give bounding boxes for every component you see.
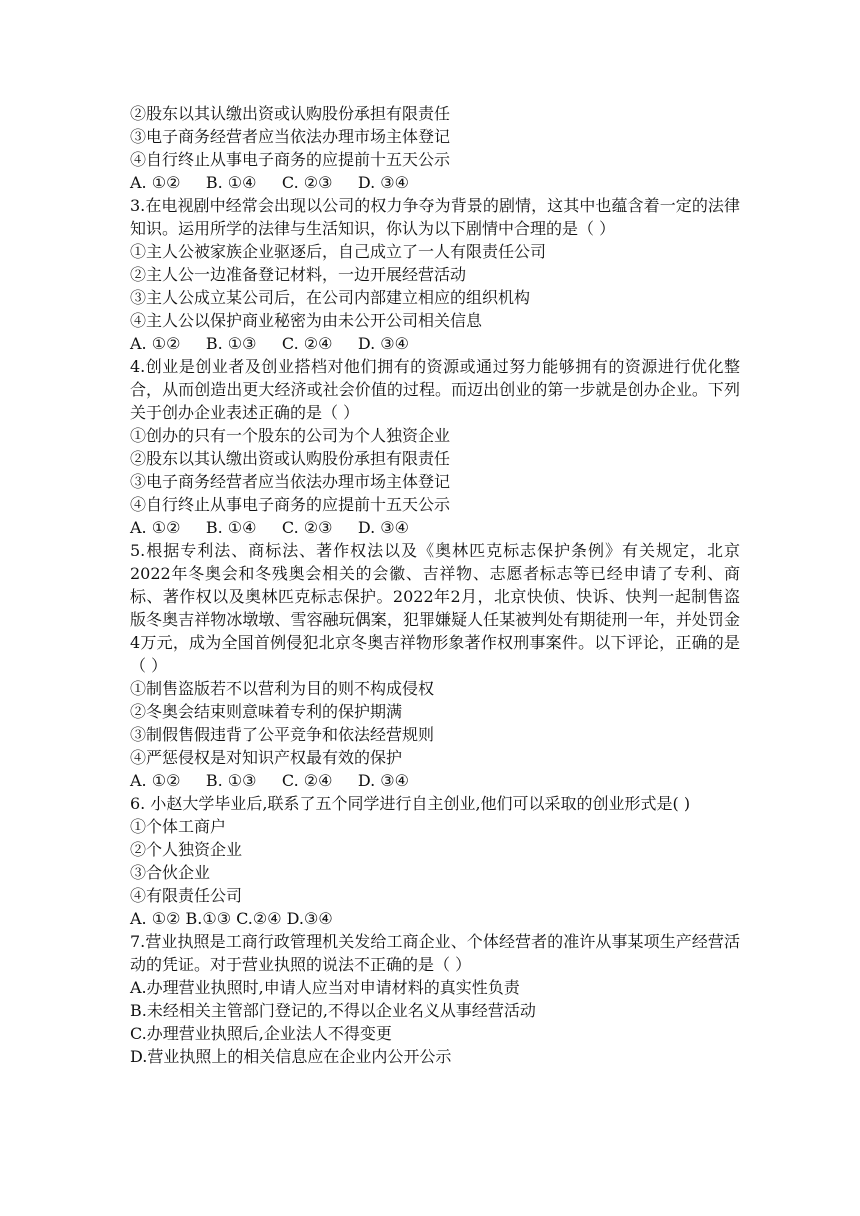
option-5-1: ①制售盗版若不以营利为目的则不构成侵权 xyxy=(130,679,435,698)
option-7-b: B.未经相关主管部门登记的,不得以企业名义从事经营活动 xyxy=(130,1001,536,1020)
question-3 xyxy=(130,194,740,355)
answer-choices-6: A. ①② B.①③ C.②④ D.③④ xyxy=(130,909,333,928)
option-6-4: ④有限责任公司 xyxy=(130,886,243,905)
option-6-2: ②个人独资企业 xyxy=(130,840,243,859)
answer-choices-4: A. ①② B. ①④ C. ②③ D. ③④ xyxy=(130,518,409,537)
question-4 xyxy=(130,355,740,539)
document-page xyxy=(130,102,740,1068)
question-5 xyxy=(130,539,740,792)
option-3-4: ④主人公以保护商业秘密为由未公开公司相关信息 xyxy=(130,311,483,330)
question-2-tail xyxy=(130,102,740,194)
option-3-2: ②主人公一边准备登记材料，一边开展经营活动 xyxy=(130,265,467,284)
option-4-1: ①创办的只有一个股东的公司为个人独资企业 xyxy=(130,426,451,445)
question-5-stem: 5.根据专利法、商标法、著作权法以及《奥林匹克标志保护条例》有关规定，北京2022年冬奥会和冬残奥会相关的会徽、吉祥物、志愿者标志等已经申请了专利、商标、著作权以及奥林匹克标志保护。2022年2月，北京快侦、快诉、快判一起制售盗版冬奥吉祥物冰墩墩、雪容融玩偶案，犯罪嫌疑人任某被判处有期徒刑一年，并处罚金4万元，成为全国首例侵犯北京冬奥吉祥物形象著作权刑事案件。以下评论，正确的是（ ） xyxy=(130,541,740,675)
option-7-c: C.办理营业执照后,企业法人不得变更 xyxy=(130,1024,392,1043)
question-3-stem: 3.在电视剧中经常会出现以公司的权力争夺为背景的剧情，这其中也蕴含着一定的法律知识。运用所学的法律与生活知识，你认为以下剧情中合理的是（ ） xyxy=(130,196,740,238)
option-4-4: ④自行终止从事电子商务的应提前十五天公示 xyxy=(130,495,451,514)
question-6 xyxy=(130,792,740,930)
option-5-3: ③制假售假违背了公平竞争和依法经营规则 xyxy=(130,725,435,744)
option-5-4: ④严惩侵权是对知识产权最有效的保护 xyxy=(130,748,403,767)
option-4-2: ②股东以其认缴出资或认购股份承担有限责任 xyxy=(130,449,451,468)
option-4-3: ③电子商务经营者应当依法办理市场主体登记 xyxy=(130,472,451,491)
option-5-2: ②冬奥会结束则意味着专利的保护期满 xyxy=(130,702,403,721)
option-6-3: ③合伙企业 xyxy=(130,863,211,882)
option-3-3: ③主人公成立某公司后，在公司内部建立相应的组织机构 xyxy=(130,288,531,307)
answer-choices-2: A. ①② B. ①④ C. ②③ D. ③④ xyxy=(130,173,409,192)
option-2-2: ②股东以其认缴出资或认购股份承担有限责任 xyxy=(130,104,451,123)
option-6-1: ①个体工商户 xyxy=(130,817,227,836)
option-2-4: ④自行终止从事电子商务的应提前十五天公示 xyxy=(130,150,451,169)
question-7 xyxy=(130,930,740,1068)
option-7-d: D.营业执照上的相关信息应在企业内公开公示 xyxy=(130,1047,452,1066)
answer-choices-3: A. ①② B. ①③ C. ②④ D. ③④ xyxy=(130,334,409,353)
answer-choices-5: A. ①② B. ①③ C. ②④ D. ③④ xyxy=(130,771,409,790)
option-2-3: ③电子商务经营者应当依法办理市场主体登记 xyxy=(130,127,451,146)
question-6-stem: 6. 小赵大学毕业后,联系了五个同学进行自主创业,他们可以采取的创业形式是( ) xyxy=(130,794,691,813)
question-4-stem: 4.创业是创业者及创业搭档对他们拥有的资源或通过努力能够拥有的资源进行优化整合，从而创造出更大经济或社会价值的过程。而迈出创业的第一步就是创办企业。下列关于创办企业表述正确的是（ ） xyxy=(130,357,740,422)
option-7-a: A.办理营业执照时,申请人应当对申请材料的真实性负责 xyxy=(130,978,520,997)
question-7-stem: 7.营业执照是工商行政管理机关发给工商企业、个体经营者的准许从事某项生产经营活动的凭证。对于营业执照的说法不正确的是（ ） xyxy=(130,932,740,974)
option-3-1: ①主人公被家族企业驱逐后，自己成立了一人有限责任公司 xyxy=(130,242,547,261)
